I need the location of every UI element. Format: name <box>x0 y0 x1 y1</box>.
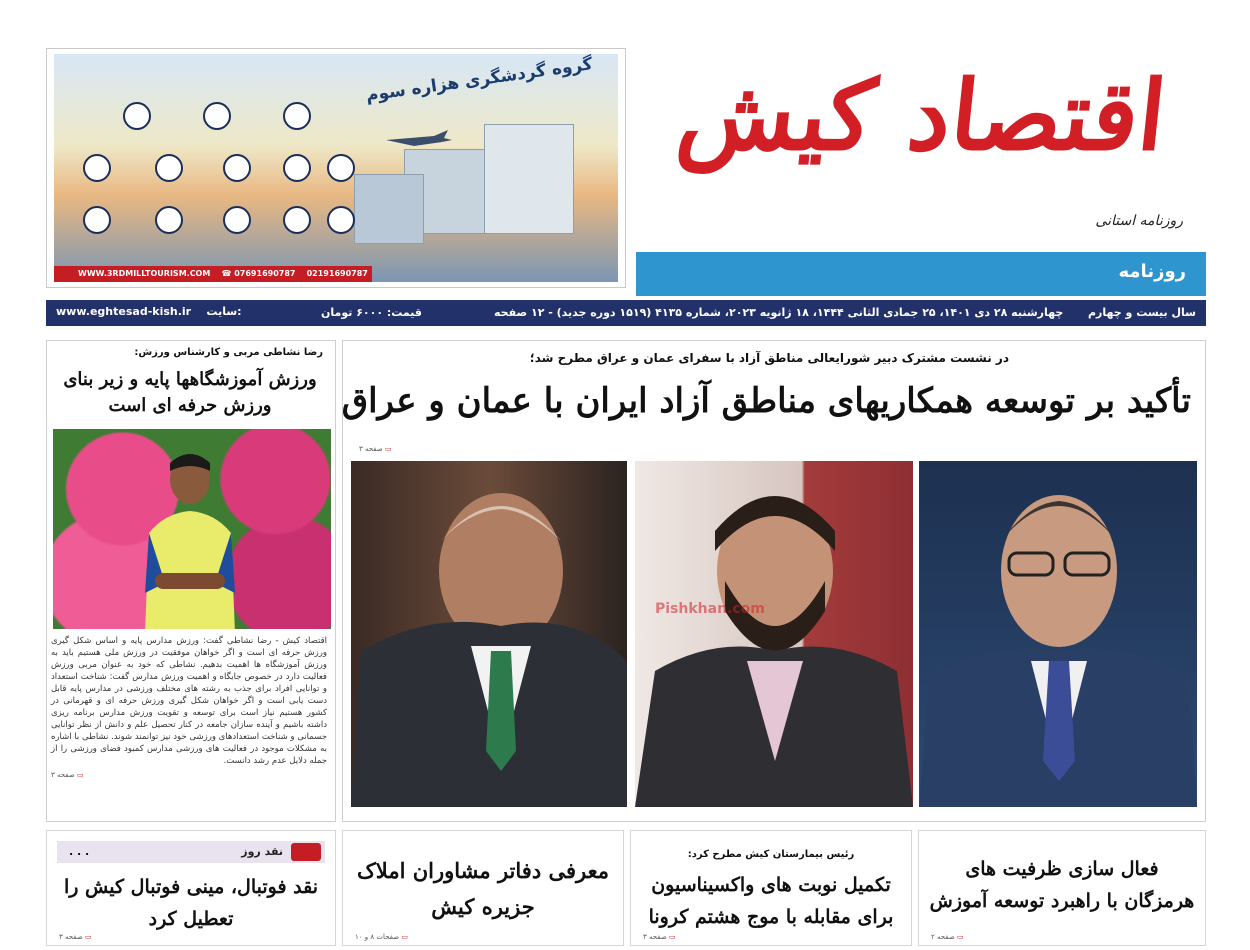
website-block <box>56 305 242 318</box>
sun-logo-icon <box>148 154 190 194</box>
ad-phone-1: 07691690787 <box>234 269 296 278</box>
column-label: نقد روز <box>241 845 283 858</box>
hormozgan-ref: صفحه ۲ <box>931 933 955 941</box>
price: قیمت: ۶۰۰۰ تومان <box>321 306 422 319</box>
hotel-building <box>354 174 424 244</box>
lead-page-ref[interactable] <box>359 445 392 453</box>
masthead-band <box>636 252 1206 296</box>
r-logo-icon <box>276 206 318 246</box>
photo-official-center <box>635 461 913 807</box>
lead-article[interactable] <box>342 340 1206 822</box>
realestate-page-ref[interactable] <box>355 933 408 941</box>
shield-logo-icon <box>148 206 190 246</box>
headline-box-football[interactable] <box>46 830 336 946</box>
football-ref: صفحه ۳ <box>59 933 83 941</box>
headline-box-hormozgan[interactable] <box>918 830 1206 946</box>
column-icon <box>291 843 321 861</box>
page-ref-icon: ▭ <box>401 933 408 941</box>
lead-headline[interactable]: تأکید بر توسعه همکاریهای مناطق آزاد ایران با عمان و عراق <box>341 381 1191 421</box>
gift-logo-icon <box>76 154 118 194</box>
realestate-ref: صفحات ۸ و ۱۰ <box>355 933 400 941</box>
hotel-logo-icon <box>116 102 158 142</box>
penguin-logo-icon <box>320 154 362 194</box>
page-ref-icon: ▭ <box>668 933 676 941</box>
photo-official-left <box>351 461 627 807</box>
wings-logo-icon <box>276 102 318 142</box>
sport-photo <box>53 429 331 629</box>
hormozgan-page-ref[interactable] <box>931 933 964 941</box>
page-ref-icon: ▭ <box>76 771 84 779</box>
headline-box-realestate[interactable] <box>342 830 624 946</box>
column-label-bar <box>57 841 325 863</box>
triad-logo-icon <box>216 154 258 194</box>
issue-date: چهارشنبه ۲۸ دی ۱۴۰۱، ۲۵ جمادی الثانی ۱۴۴۴، ۱۸ ژانویه ۲۰۲۳، شماره ۴۱۳۵ (۱۵۱۹ دوره جدید) - ۱۲ صفحه <box>494 306 1064 319</box>
football-page-ref[interactable] <box>59 933 92 941</box>
airplane-icon <box>384 126 454 150</box>
vaccination-page-ref[interactable] <box>643 933 676 941</box>
page-ref-icon: ▭ <box>956 933 964 941</box>
realestate-headline[interactable]: معرفی دفاتر مشاوران املاک جزیره کیش <box>357 858 609 919</box>
newspaper-subtitle: روزنامه استانی <box>1095 213 1183 229</box>
portrait-right <box>919 461 1197 807</box>
football-headline[interactable]: نقد فوتبال، مینی فوتبال کیش را تعطیل کرد <box>63 876 319 930</box>
publication-year: سال بیست و چهارم <box>1088 306 1196 319</box>
lead-ref: صفحه ۳ <box>359 445 383 453</box>
photo-official-right <box>919 461 1197 807</box>
hormozgan-headline[interactable]: فعال سازی ظرفیت های هرمزگان با راهبرد توسعه آموزش <box>929 858 1195 912</box>
jet-logo-icon <box>76 206 118 246</box>
website-label: سایت: <box>206 305 242 318</box>
watermark: Pishkhan.com <box>655 601 765 617</box>
band-label: روزنامه <box>1118 261 1186 282</box>
ad-phone-2: 02191690787 <box>306 269 368 278</box>
vaccination-headline[interactable]: تکمیل نوبت های واکسیناسیون برای مقابله با موج هشتم کرونا <box>648 874 894 928</box>
h-logo-icon <box>320 206 362 246</box>
hotel-building <box>484 124 574 234</box>
vaccination-ref: صفحه ۳ <box>643 933 667 941</box>
sport-headline[interactable]: ورزش آموزشگاهها پایه و زیر بنای ورزش حرفه ای است <box>63 369 317 416</box>
portrait-center <box>635 461 913 807</box>
portrait-left <box>351 461 627 807</box>
issue-info-bar <box>46 300 1206 326</box>
ball-logo-icon <box>216 206 258 246</box>
column-dots: . . . <box>69 845 90 858</box>
lead-kicker: در نشست مشترک دبیر شورایعالی مناطق آزاد با سفرای عمان و عراق مطرح شد؛ <box>529 351 1009 365</box>
ad-title: گروه گردشگری هزاره سوم <box>365 54 595 106</box>
page-ref-icon: ▭ <box>84 933 92 941</box>
ring-logo-icon <box>276 154 318 194</box>
ad-contact-bar <box>54 266 372 282</box>
ad-website: WWW.3RDMILLTOURISM.COM <box>78 269 211 278</box>
phone-icon: ☎ <box>221 269 232 278</box>
newspaper-logo: اقتصاد کیش <box>671 59 1171 172</box>
sport-body-text <box>51 635 327 781</box>
page-ref-icon: ▭ <box>384 445 392 453</box>
sport-page-ref[interactable] <box>51 769 327 781</box>
website-link[interactable]: www.eghtesad-kish.ir <box>56 305 192 318</box>
vaccination-kicker: رئیس بیمارستان کیش مطرح کرد: <box>687 849 855 860</box>
ap-logo-icon <box>196 102 238 142</box>
sport-body: اقتصاد کیش - رضا نشاطی گفت: ورزش مدارس پایه و اساس شکل گیری ورزش حرفه ای است و اگر خواهان موفقیت در ورزش ملی هستیم باید به ورزش آموزشگاه ها اهمیت بدهیم. نشاطی که خود به عنوان مربی ورزش فعالیت دارد در خصوص جایگاه و اهمیت ورزش مدارس گفت: شناخت استعداد و توانایی افراد برای جذب به رشته های مختلف ورزشی در مدارس پایه قابل دست یابی است و اگر خواهان شکل گیری ورزش حرفه ای و قهرمانی در کشور هستیم نیاز است برای توسعه و تقویت ورزش مدارس برنامه ریزی داشته باشیم و آینده سازان جامعه در کنار تحصیل علم و دانش از نظر توانایی جسمانی و شناخت استعدادهای ورزشی خود نیز توانمند شوند. نشاطی با اشاره به مشکلات موجود در فعالیت های ورزشی مدارس کمبود فضای ورزشی را از جمله دلایل عدم رشد دانست. <box>51 636 327 766</box>
advertisement-banner <box>46 48 626 288</box>
headline-box-vaccination[interactable] <box>630 830 912 946</box>
coach-portrait <box>135 443 245 629</box>
sport-ref: صفحه ۳ <box>51 771 75 779</box>
sport-kicker: رضا نشاطی مربی و کارشناس ورزش: <box>134 347 323 358</box>
ad-image <box>54 54 618 282</box>
sport-article[interactable] <box>46 340 336 822</box>
